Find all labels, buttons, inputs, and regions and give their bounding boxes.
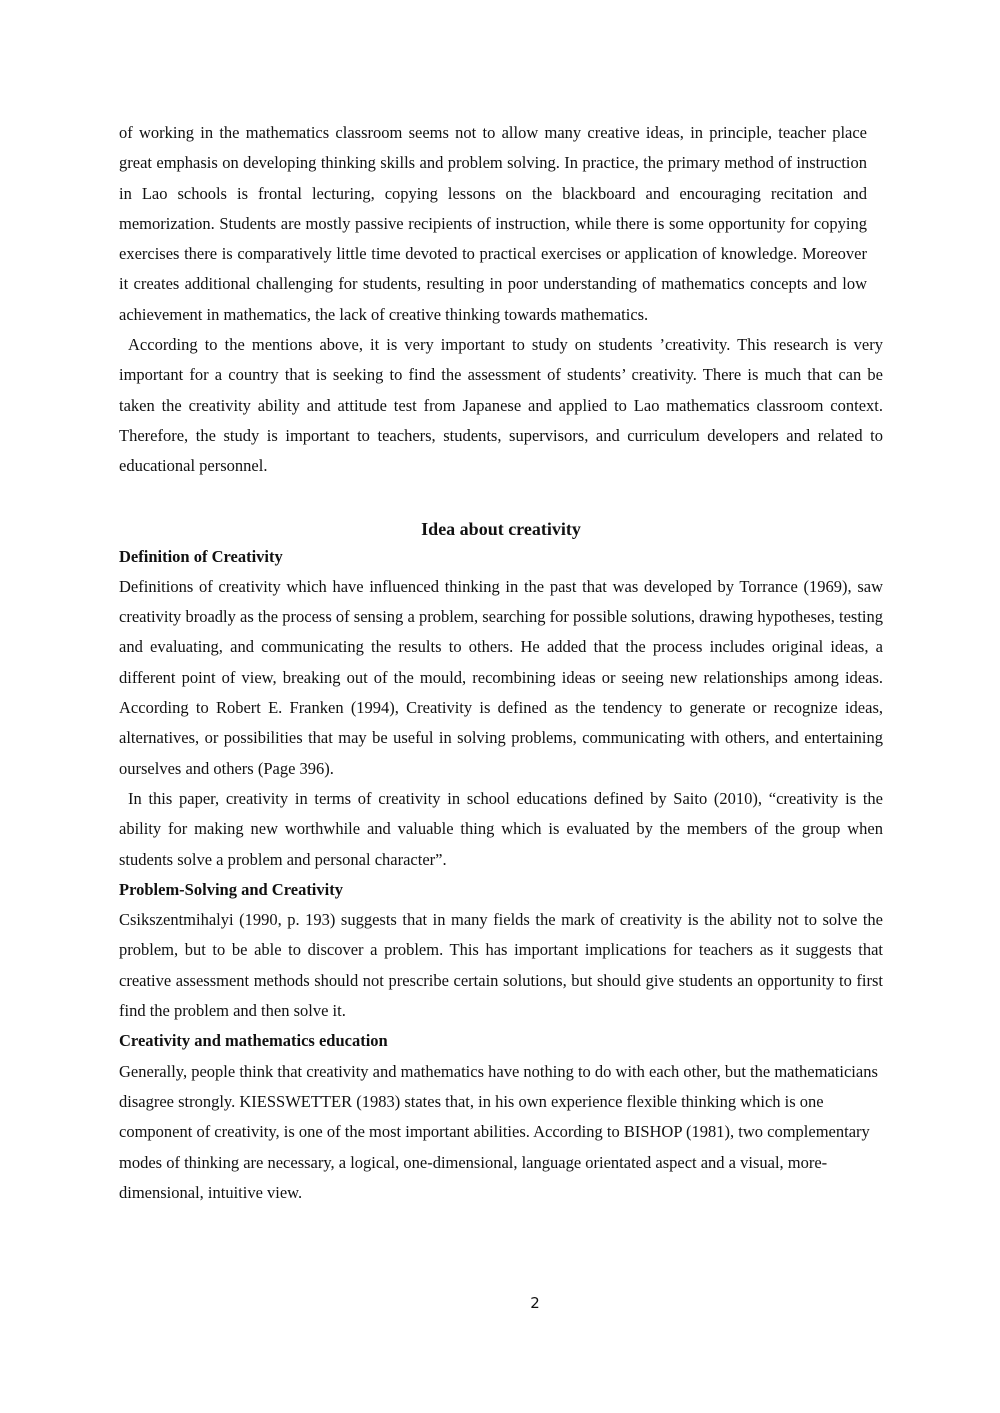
body-paragraph-importance: According to the mentions above, it is very important to study on students ’creativity. This research is very important for a country that is seeking to find the assessment of students’ creativity. There is much that can be taken the creativity ability and attitude test from Japanese and applied to Lao mathematics classroom context. Therefore, the study is important to teachers, students, supervisors, and curriculum developers and related to educational personnel. xyxy=(119,335,883,476)
page-number: 2 xyxy=(530,1294,540,1312)
body-paragraph-math-education: Generally, people think that creativity and mathematics have nothing to do with each other, but the mathematicians disagree strongly. KIESSWETTER (1983) states that, in his own experience flexible thinking which is one component of creativity, is one of the most important abilities. According to BISHOP (1981), two complementary modes of thinking are necessary, a logical, one-dimensional, language orientated aspect and a visual, more-dimensional, intuitive view. xyxy=(119,1061,878,1202)
subheading-definition: Definition of Creativity xyxy=(119,546,283,566)
subheading-problem-solving: Problem-Solving and Creativity xyxy=(119,879,343,899)
body-paragraph-problem-solving: Csikszentmihalyi (1990, p. 193) suggests that in many fields the mark of creativity is the ability not to solve the problem, but to be able to discover a problem. This has important implications for teachers as it suggests that creative assessment methods should not prescribe certain solutions, but should give students an opportunity to first find the problem and then solve it. xyxy=(119,910,883,1021)
section-title: Idea about creativity xyxy=(421,518,581,539)
body-paragraph-classroom: of working in the mathematics classroom seems not to allow many creative ideas, in principle, teacher place great emphasis on developing thinking skills and problem solving. In practice, the primary method of instruction in Lao schools is frontal lecturing, copying lessons on the blackboard and encouraging recitation and memorization. Students are mostly passive recipients of instruction, while there is some opportunity for copying exercises there is comparatively little time devoted to practical exercises or application of knowledge. Moreover it creates additional challenging for students, resulting in poor understanding of mathematics concepts and low achievement in mathematics, the lack of creative thinking towards mathematics. xyxy=(119,123,867,324)
subheading-math-education: Creativity and mathematics education xyxy=(119,1031,388,1051)
body-paragraph-definition: Definitions of creativity which have influenced thinking in the past that was developed by Torrance (1969), saw creativity broadly as the process of sensing a problem, searching for possible solutions, drawing hypotheses, testing and evaluating, and communicating the results to others. He added that the process includes original ideas, a different point of view, breaking out of the mould, recombining ideas or seeing new relationships among ideas. According to Robert E. Franken (1994), Creativity is defined as the tendency to generate or recognize ideas, alternatives, or possibilities that may be useful in solving problems, communicating with others, and entertaining ourselves and others (Page 396). xyxy=(119,576,883,778)
body-paragraph-saito: In this paper, creativity in terms of creativity in school educations defined by Saito (2010), “creativity is the ability for making new worthwhile and valuable thing which is evaluated by the members of the group when students solve a problem and personal character”. xyxy=(119,788,883,869)
document-page xyxy=(119,118,883,1208)
